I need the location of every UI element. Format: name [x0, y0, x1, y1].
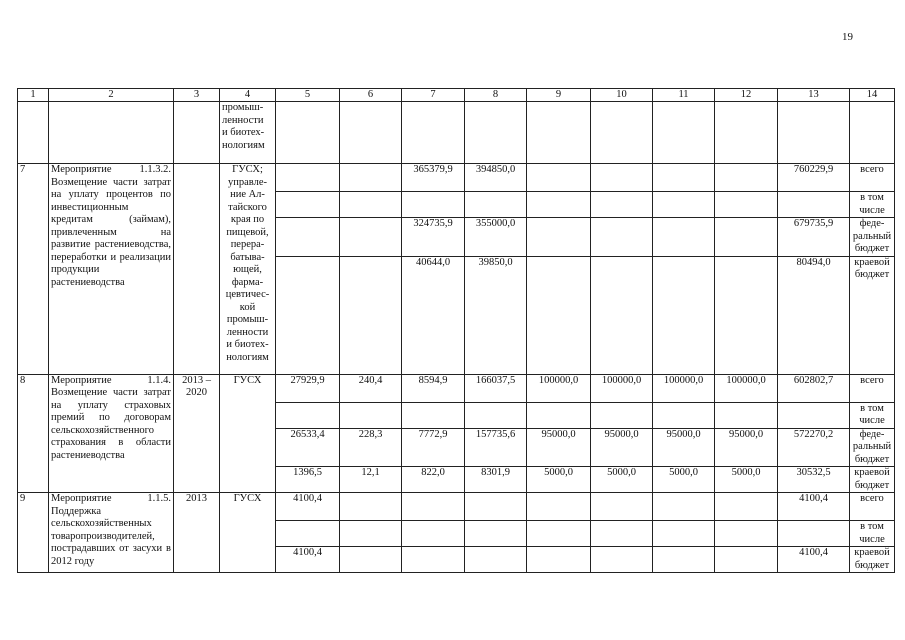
value-cell: 4100,4: [276, 547, 340, 573]
funding-source-cell: всего: [850, 493, 895, 521]
value-cell: 157735,6: [465, 428, 527, 467]
value-cell: [465, 547, 527, 573]
value-cell: [340, 192, 402, 218]
value-cell: 30532,5: [778, 467, 850, 493]
column-number-header: 11: [653, 89, 715, 102]
funding-source-cell: в том числе: [850, 192, 895, 218]
value-cell: [715, 493, 778, 521]
value-cell: 166037,5: [465, 374, 527, 402]
value-cell: [591, 218, 653, 257]
value-cell: [527, 521, 591, 547]
value-cell: 4100,4: [276, 493, 340, 521]
value-cell: [527, 164, 591, 192]
value-cell: [715, 192, 778, 218]
value-cell: 12,1: [340, 467, 402, 493]
value-cell: [527, 493, 591, 521]
value-cell: 5000,0: [527, 467, 591, 493]
value-cell: [778, 521, 850, 547]
value-cell: [591, 493, 653, 521]
measure-name-cell: Мероприятие 1.1.5. Поддержка сельскохозяйственных товаропроизводителей, пострадавших от засухи в 2012 году: [49, 493, 174, 573]
value-cell: [715, 164, 778, 192]
program-table: [17, 88, 895, 573]
value-cell: 100000,0: [715, 374, 778, 402]
value-cell: [527, 547, 591, 573]
value-cell: [276, 521, 340, 547]
value-cell: 5000,0: [653, 467, 715, 493]
value-cell: [276, 218, 340, 257]
value-cell: [591, 256, 653, 374]
column-number-header: 6: [340, 89, 402, 102]
value-cell: 4100,4: [778, 547, 850, 573]
value-cell: [340, 402, 402, 428]
value-cell: [591, 402, 653, 428]
value-cell: [465, 402, 527, 428]
value-cell: [715, 521, 778, 547]
value-cell: [340, 164, 402, 192]
value-cell: [653, 164, 715, 192]
value-cell: 4100,4: [778, 493, 850, 521]
value-cell: 602802,7: [778, 374, 850, 402]
value-cell: 324735,9: [402, 218, 465, 257]
column-number-header: 10: [591, 89, 653, 102]
value-cell: 1396,5: [276, 467, 340, 493]
value-cell: [276, 192, 340, 218]
value-cell: [402, 547, 465, 573]
executor-cell: промыш- ленности и биотех- нологиям: [220, 102, 276, 164]
value-cell: [653, 547, 715, 573]
funding-source-cell: феде- ральный бюджет: [850, 428, 895, 467]
column-number-header: 9: [527, 89, 591, 102]
table-row: [18, 164, 895, 192]
value-cell: 8301,9: [465, 467, 527, 493]
value-cell: [402, 521, 465, 547]
value-cell: 100000,0: [653, 374, 715, 402]
value-cell: 40644,0: [402, 256, 465, 374]
measure-name-cell: Мероприятие 1.1.3.2. Возмещение части затрат на уплату процентов по инвестиционным кредитам (займам), привлеченным на развитие растениеводства, переработки и реализации продукции растениеводства: [49, 164, 174, 375]
value-cell: 39850,0: [465, 256, 527, 374]
column-number-header: 8: [465, 89, 527, 102]
value-cell: [402, 192, 465, 218]
value-cell: 355000,0: [465, 218, 527, 257]
column-number-header: 7: [402, 89, 465, 102]
funding-source-cell: краевой бюджет: [850, 256, 895, 374]
value-cell: [653, 218, 715, 257]
value-cell: 240,4: [340, 374, 402, 402]
row-number-cell: 9: [18, 493, 49, 573]
value-cell: 760229,9: [778, 164, 850, 192]
table-row: [18, 374, 895, 402]
value-cell: [653, 521, 715, 547]
value-cell: [591, 164, 653, 192]
column-number-header: 13: [778, 89, 850, 102]
value-cell: [276, 402, 340, 428]
value-cell: 365379,9: [402, 164, 465, 192]
measure-name-cell: Мероприятие 1.1.4. Возмещение части затрат на уплату страховых премий по договорам сельскохозяйственного страхования в области растениеводства: [49, 374, 174, 493]
column-number-header: 1: [18, 89, 49, 102]
value-cell: 95000,0: [715, 428, 778, 467]
value-cell: 228,3: [340, 428, 402, 467]
value-cell: [653, 192, 715, 218]
value-cell: [402, 402, 465, 428]
value-cell: 7772,9: [402, 428, 465, 467]
value-cell: 80494,0: [778, 256, 850, 374]
executor-cell: ГУСХ; управле- ние Ал- тайского края по пищевой, перера- батыва- ющей, фарма- цевтичес- кой промыш- ленности и биотех- нологиям: [220, 164, 276, 375]
value-cell: [276, 256, 340, 374]
value-cell: [715, 402, 778, 428]
value-cell: [715, 218, 778, 257]
value-cell: [340, 521, 402, 547]
column-number-header: 12: [715, 89, 778, 102]
value-cell: [715, 547, 778, 573]
funding-source-cell: всего: [850, 164, 895, 192]
value-cell: [465, 521, 527, 547]
row-number-cell: 7: [18, 164, 49, 375]
value-cell: [715, 256, 778, 374]
table-row: [18, 493, 895, 521]
value-cell: 100000,0: [527, 374, 591, 402]
funding-source-cell: всего: [850, 374, 895, 402]
value-cell: [340, 218, 402, 257]
value-cell: [778, 402, 850, 428]
funding-source-cell: краевой бюджет: [850, 547, 895, 573]
value-cell: [591, 521, 653, 547]
executor-cell: ГУСХ: [220, 374, 276, 493]
value-cell: 100000,0: [591, 374, 653, 402]
value-cell: [340, 493, 402, 521]
value-cell: [340, 547, 402, 573]
value-cell: [402, 493, 465, 521]
years-cell: 2013: [174, 493, 220, 573]
value-cell: 5000,0: [591, 467, 653, 493]
value-cell: 394850,0: [465, 164, 527, 192]
value-cell: [591, 547, 653, 573]
value-cell: [527, 192, 591, 218]
value-cell: 679735,9: [778, 218, 850, 257]
value-cell: [653, 493, 715, 521]
value-cell: 95000,0: [591, 428, 653, 467]
value-cell: [591, 192, 653, 218]
executor-cell: ГУСХ: [220, 493, 276, 573]
column-number-row: [18, 89, 895, 102]
value-cell: 8594,9: [402, 374, 465, 402]
column-number-header: 4: [220, 89, 276, 102]
value-cell: 5000,0: [715, 467, 778, 493]
value-cell: 572270,2: [778, 428, 850, 467]
value-cell: [527, 218, 591, 257]
funding-source-cell: краевой бюджет: [850, 467, 895, 493]
value-cell: 26533,4: [276, 428, 340, 467]
row-number-cell: 8: [18, 374, 49, 493]
value-cell: [527, 256, 591, 374]
value-cell: [653, 402, 715, 428]
value-cell: [527, 402, 591, 428]
value-cell: [653, 256, 715, 374]
value-cell: 27929,9: [276, 374, 340, 402]
value-cell: [276, 164, 340, 192]
years-cell: 2013 – 2020: [174, 374, 220, 493]
value-cell: [465, 192, 527, 218]
funding-source-cell: в том числе: [850, 521, 895, 547]
value-cell: [340, 256, 402, 374]
value-cell: [465, 493, 527, 521]
table-row-continuation: [18, 102, 895, 164]
column-number-header: 14: [850, 89, 895, 102]
funding-source-cell: феде- ральный бюджет: [850, 218, 895, 257]
column-number-header: 2: [49, 89, 174, 102]
value-cell: 95000,0: [527, 428, 591, 467]
years-cell: [174, 164, 220, 375]
column-number-header: 5: [276, 89, 340, 102]
funding-source-cell: в том числе: [850, 402, 895, 428]
value-cell: 822,0: [402, 467, 465, 493]
page-number: 19: [842, 31, 853, 43]
column-number-header: 3: [174, 89, 220, 102]
value-cell: 95000,0: [653, 428, 715, 467]
value-cell: [778, 192, 850, 218]
